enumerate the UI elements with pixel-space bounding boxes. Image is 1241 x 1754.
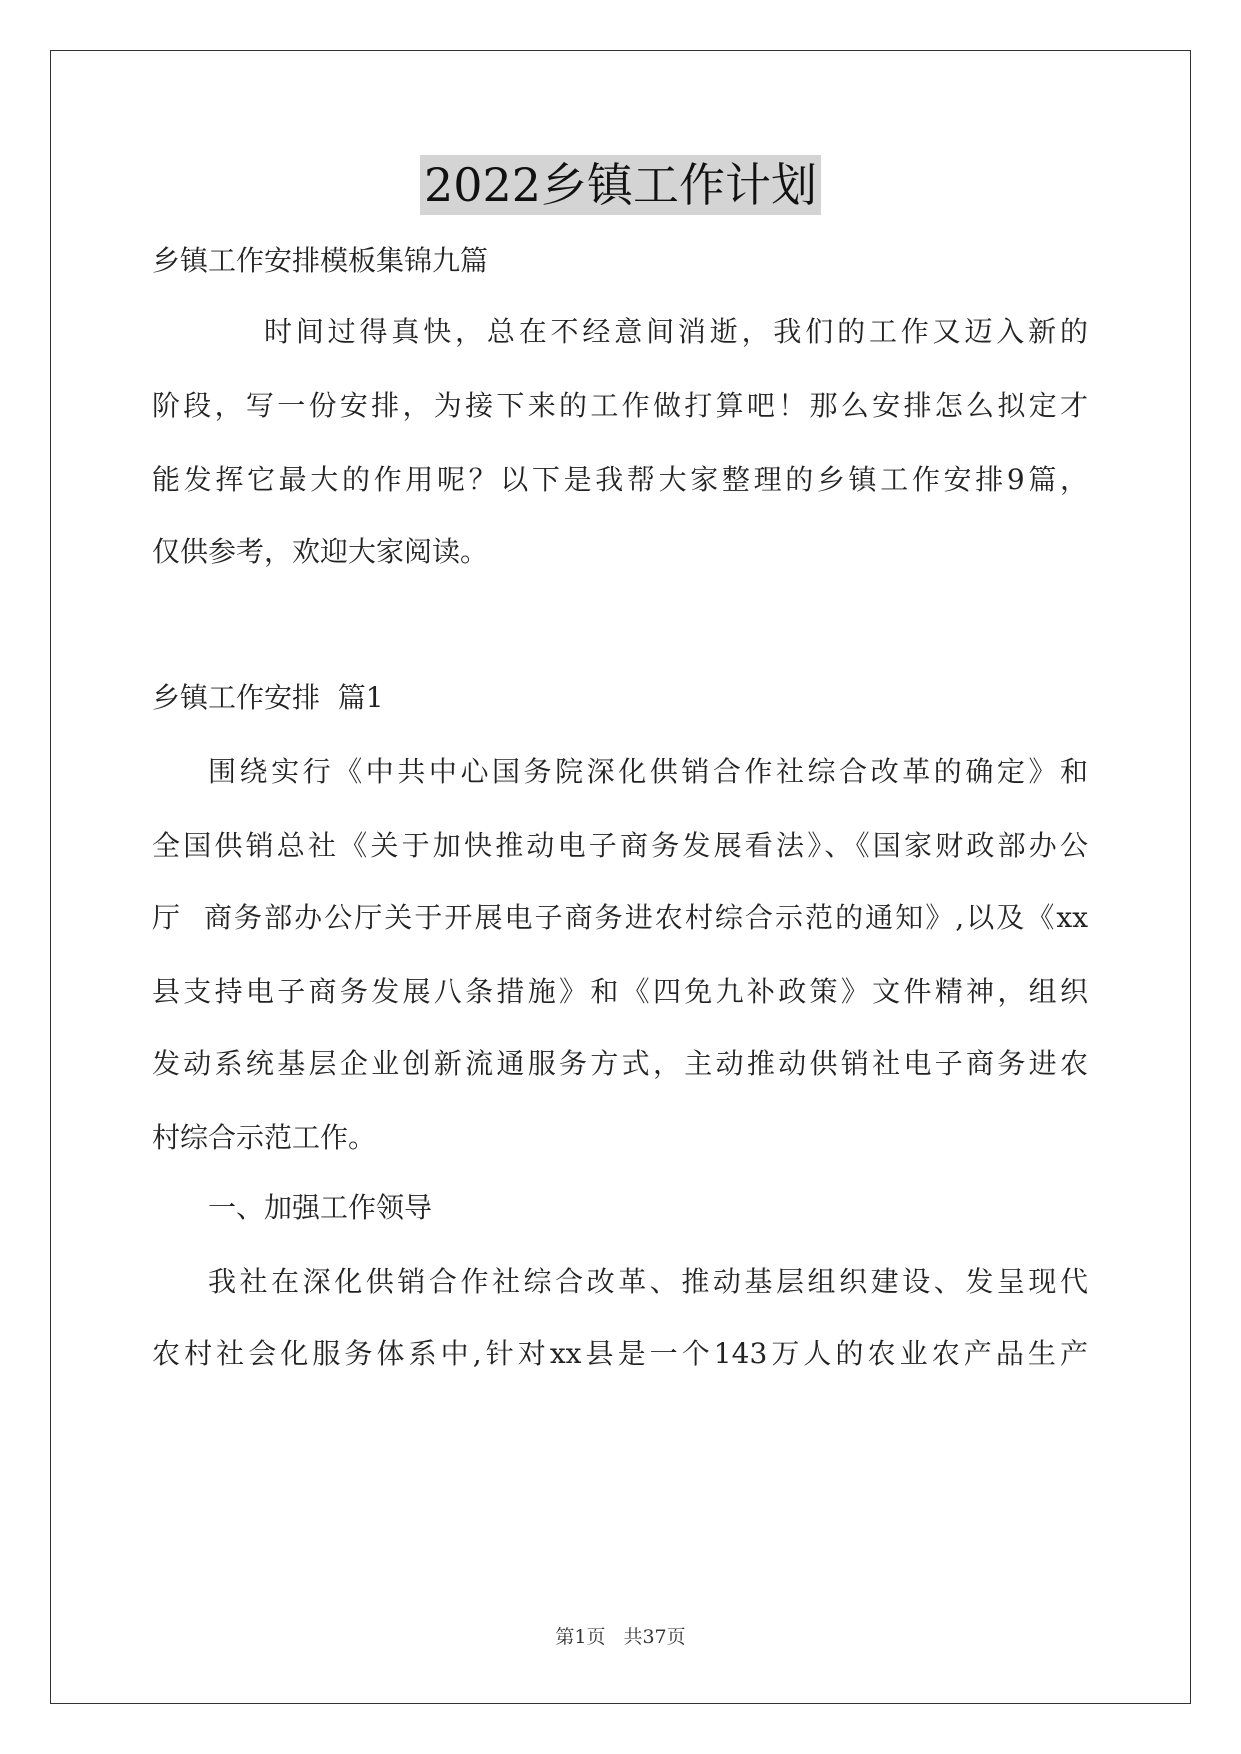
intro-line: 时间过得真快，总在不经意间消逝，我们的工作又迈入新的 xyxy=(264,315,1088,348)
paragraph-line: 县支持电子商务发展八条措施》和《四免九补政策》文件精神，组织 xyxy=(152,975,1088,1008)
paragraph-line: 围绕实行《中共中心国务院深化供销合作社综合改革的确定》和 xyxy=(208,755,1088,788)
paragraph-line: 发动系统基层企业创新流通服务方式，主动推动供销社电子商务进农 xyxy=(152,1047,1088,1080)
document-subtitle: 乡镇工作安排模板集锦九篇 xyxy=(152,244,489,277)
document-title: 2022乡镇工作计划 xyxy=(420,155,821,215)
page-border xyxy=(50,50,1191,1704)
paragraph-line: 全国供销总社《关于加快推动电子商务发展看法》、《国家财政部办公 xyxy=(152,829,1088,862)
paragraph-line: 农村社会化服务体系中,针对xx县是一个143万人的农业农产品生产 xyxy=(152,1337,1088,1370)
subheading: 一、加强工作领导 xyxy=(208,1191,433,1224)
intro-line: 阶段，写一份安排，为接下来的工作做打算吧！那么安排怎么拟定才 xyxy=(152,389,1088,422)
paragraph-line: 我社在深化供销合作社综合改革、推动基层组织建设、发呈现代 xyxy=(208,1265,1088,1298)
paragraph-line: 厅 商务部办公厅关于开展电子商务进农村综合示范的通知》,以及《xx xyxy=(152,901,1088,934)
title-container xyxy=(0,155,1241,215)
section-heading: 乡镇工作安排 篇1 xyxy=(152,681,384,714)
page-number: 第1页 xyxy=(555,1626,606,1648)
intro-line: 仅供参考，欢迎大家阅读。 xyxy=(152,535,489,568)
page-total: 共37页 xyxy=(623,1626,686,1648)
page-footer xyxy=(0,1625,1241,1649)
intro-line: 能发挥它最大的作用呢？以下是我帮大家整理的乡镇工作安排9篇， xyxy=(152,463,1088,496)
paragraph-line: 村综合示范工作。 xyxy=(152,1121,377,1154)
